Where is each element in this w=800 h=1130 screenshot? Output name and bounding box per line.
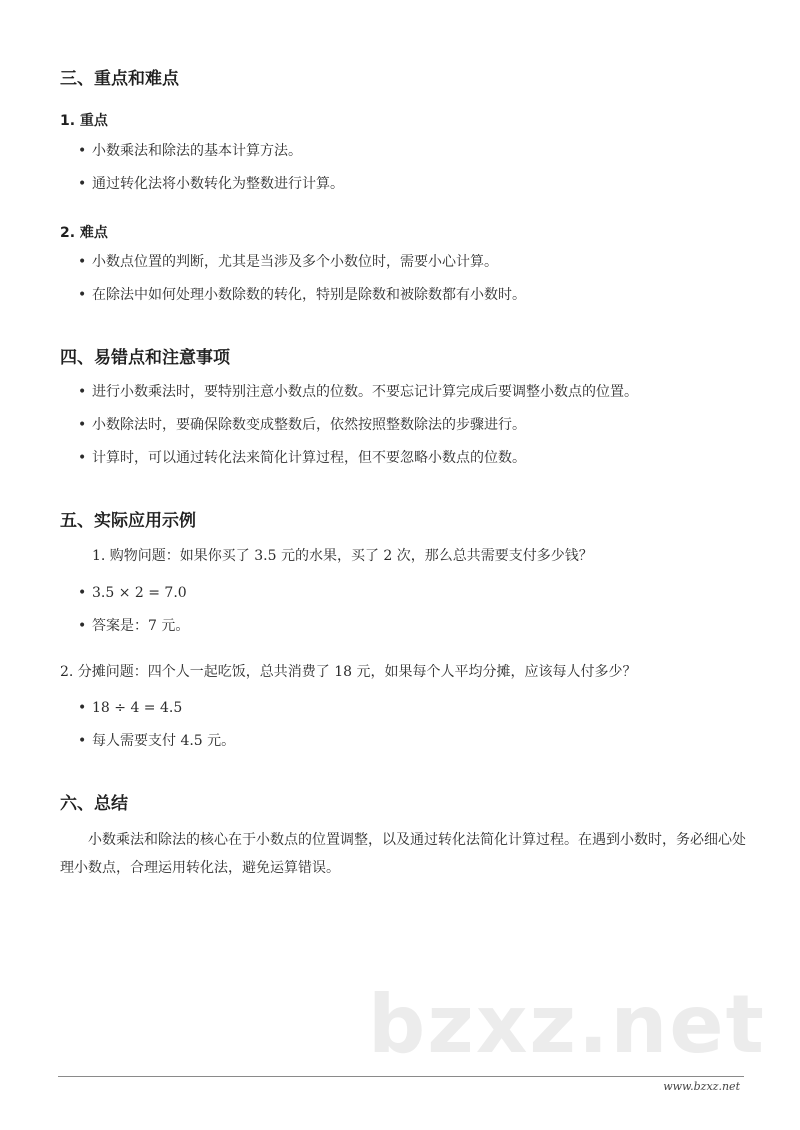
section-heading-examples: 五、实际应用示例: [60, 511, 196, 531]
subheading-key: 1. 重点: [60, 113, 108, 129]
list-item: • 在除法中如何处理小数除数的转化，特别是除数和被除数都有小数时。: [78, 287, 526, 303]
subheading-difficult: 2. 难点: [60, 225, 108, 241]
section-heading-summary: 六、总结: [60, 794, 128, 814]
list-item: • 18 ÷ 4 = 4.5: [78, 700, 183, 716]
summary-paragraph: 小数乘法和除法的核心在于小数点的位置调整，以及通过转化法简化计算过程。在遇到小数时，务必细心处理小数点，合理运用转化法，避免运算错误。: [60, 832, 746, 876]
watermark: bzxz.net: [368, 978, 766, 1071]
footer-divider: [58, 1076, 744, 1077]
list-item: • 小数除法时，要确保除数变成整数后，依然按照整数除法的步骤进行。: [78, 417, 526, 433]
list-item: • 3.5 × 2 = 7.0: [78, 585, 187, 601]
list-item: • 每人需要支付 4.5 元。: [78, 733, 236, 749]
example-question: 1. 购物问题：如果你买了 3.5 元的水果，买了 2 次，那么总共需要支付多少钱？: [92, 548, 593, 564]
list-item: • 进行小数乘法时，要特别注意小数点的位数。不要忘记计算完成后要调整小数点的位置。: [78, 384, 638, 400]
list-item: • 小数点位置的判断，尤其是当涉及多个小数位时，需要小心计算。: [78, 254, 498, 270]
section-heading-key-points: 三、重点和难点: [60, 69, 179, 89]
section-heading-pitfalls: 四、易错点和注意事项: [60, 348, 230, 368]
list-item: • 小数乘法和除法的基本计算方法。: [78, 143, 302, 159]
list-item: • 通过转化法将小数转化为整数进行计算。: [78, 176, 344, 192]
footer-url: www.bzxz.net: [663, 1080, 740, 1093]
list-item: • 计算时，可以通过转化法来简化计算过程，但不要忽略小数点的位数。: [78, 450, 526, 466]
example-question: 2. 分摊问题：四个人一起吃饭，总共消费了 18 元，如果每个人平均分摊，应该每人付多少？: [60, 664, 637, 680]
list-item: • 答案是：7 元。: [78, 618, 190, 634]
